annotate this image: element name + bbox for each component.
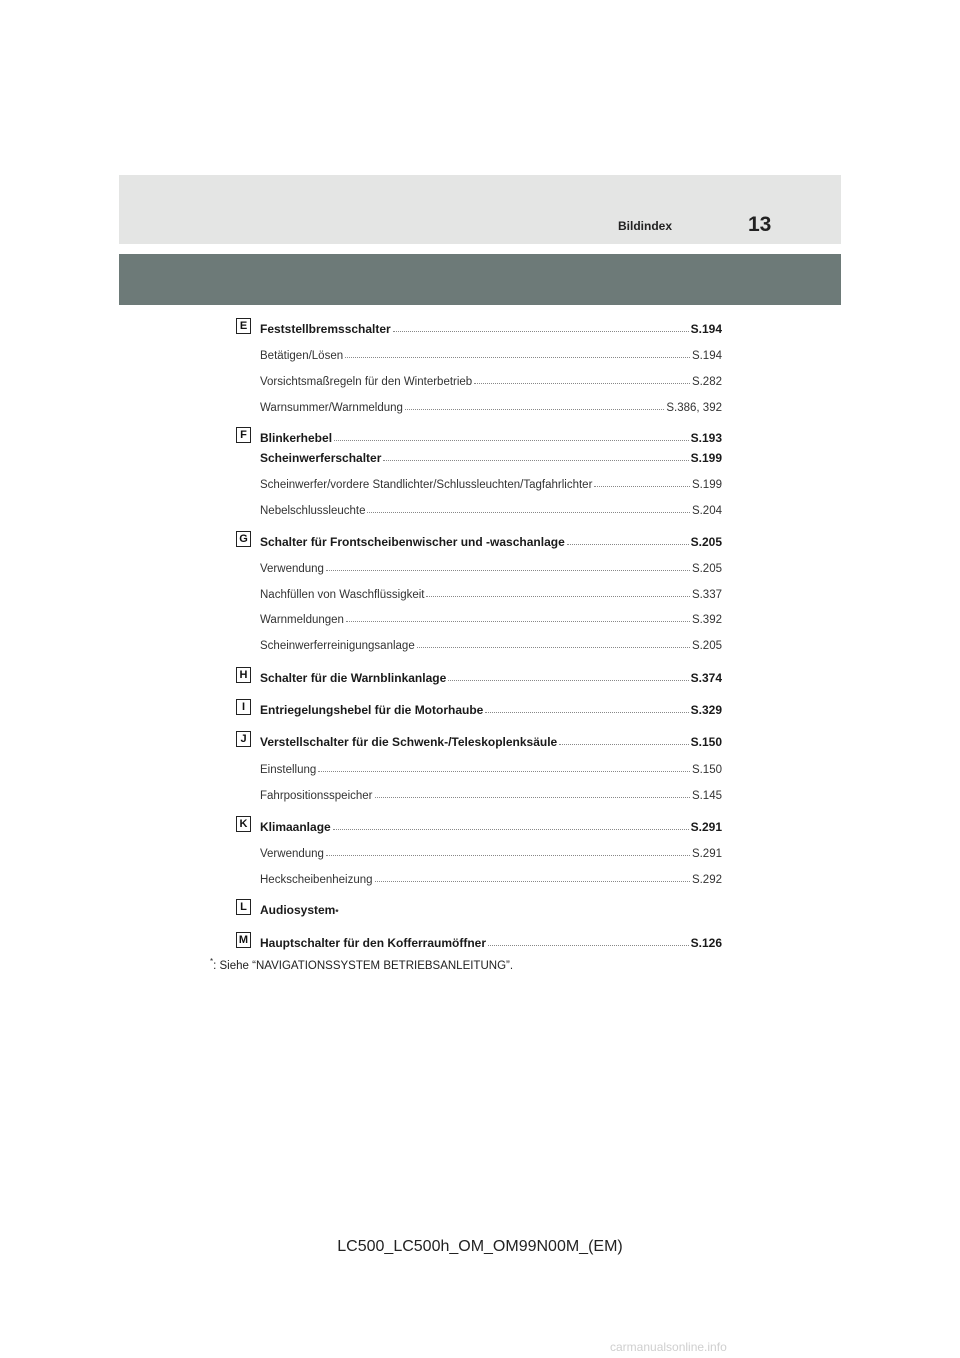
dot-leader	[426, 596, 689, 597]
letter-marker-e: E	[236, 318, 251, 334]
index-entry-audiosystem[interactable]	[260, 897, 722, 917]
entry-label: Warnmeldungen	[260, 614, 344, 626]
index-entry-winterbetrieb[interactable]	[260, 368, 722, 388]
dot-leader	[417, 647, 690, 648]
dot-leader	[345, 357, 690, 358]
dot-leader	[474, 383, 690, 384]
index-entry-scheinwerferschalter[interactable]	[260, 445, 722, 465]
dot-leader	[488, 945, 689, 946]
index-entry-blinkerhebel[interactable]	[260, 425, 722, 445]
index-entry-betaetigen-loesen[interactable]	[260, 342, 722, 362]
dot-leader	[326, 855, 690, 856]
footnote-text: : Siehe “NAVIGATIONSSYSTEM BETRIEBSANLEITUNG”.	[213, 959, 514, 972]
dot-leader	[559, 744, 688, 745]
index-entry-kofferraumoeffner[interactable]	[260, 930, 722, 950]
letter-marker-i: I	[236, 699, 251, 715]
letter-marker-h: H	[236, 667, 251, 683]
section-title: Bildindex	[618, 219, 673, 233]
entry-label: Schalter für die Warnblinkanlage	[260, 671, 447, 685]
footnote	[210, 957, 513, 972]
index-entry-heckscheibenheizung[interactable]	[260, 866, 722, 886]
page-number: 13	[748, 213, 772, 236]
dot-leader	[318, 771, 690, 772]
document-code: LC500_LC500h_OM_OM99N00M_(EM)	[337, 1238, 623, 1255]
page-reference: S.199	[690, 451, 722, 465]
entry-label: Heckscheibenheizung	[260, 874, 373, 886]
page-reference: S.150	[691, 764, 722, 776]
dot-leader	[375, 881, 690, 882]
page-reference: S.205	[690, 535, 722, 549]
page-reference: S.194	[690, 322, 722, 336]
page-reference: S.199	[691, 479, 722, 491]
dot-leader	[334, 440, 689, 441]
dot-leader	[375, 797, 690, 798]
index-entry-klimaanlage[interactable]	[260, 814, 722, 834]
index-entry-waschfluessigkeit[interactable]	[260, 581, 722, 601]
entry-label: Vorsichtsmaßregeln für den Winterbetrieb	[260, 376, 473, 388]
page-reference: S.392	[691, 614, 722, 626]
entry-label: Feststellbremsschalter	[260, 322, 391, 336]
page-reference: S.204	[691, 505, 722, 517]
page-reference: S.194	[691, 350, 722, 362]
letter-marker-m: M	[236, 932, 251, 948]
page-reference: S.291	[690, 820, 722, 834]
entry-label: Verwendung	[260, 848, 324, 860]
entry-label: Einstellung	[260, 764, 317, 776]
entry-label: Nachfüllen von Waschflüssigkeit	[260, 589, 425, 601]
dot-leader	[383, 460, 688, 461]
page-reference: S.126	[690, 936, 722, 950]
watermark: carmanualsonline.info	[610, 1340, 727, 1354]
dot-leader	[405, 409, 664, 410]
entry-label: Blinkerhebel	[260, 431, 333, 445]
footnote-asterisk: *	[210, 957, 214, 966]
letter-marker-j: J	[236, 731, 251, 747]
entry-label: Verstellschalter für die Schwenk-/Teleskoplenksäule	[260, 735, 558, 749]
entry-label: Scheinwerfer/vordere Standlichter/Schlussleuchten/Tagfahrlichter	[260, 479, 593, 491]
index-entry-nebelschlussleuchte[interactable]	[260, 497, 722, 517]
entry-label: Audiosystem	[260, 903, 336, 917]
index-entry-warnsummer[interactable]	[260, 394, 722, 414]
header-band-dark	[119, 254, 841, 305]
page-reference: S.205	[691, 563, 722, 575]
entry-label: Warnsummer/Warnmeldung	[260, 402, 403, 414]
index-entry-verwendung-wischer[interactable]	[260, 555, 722, 575]
index-entry-lenksaeule[interactable]	[260, 729, 722, 749]
index-entry-scheinwerfer-lichter[interactable]	[260, 471, 722, 491]
index-entry-warnmeldungen[interactable]	[260, 606, 722, 626]
dot-leader	[448, 680, 688, 681]
index-entry-warnblinkanlage[interactable]	[260, 665, 722, 685]
dot-leader	[367, 512, 689, 513]
page-reference: S.292	[691, 874, 722, 886]
page-reference: S.193	[690, 431, 722, 445]
letter-marker-g: G	[236, 531, 251, 547]
dot-leader	[594, 486, 690, 487]
letter-marker-l: L	[236, 899, 251, 915]
page-reference: S.374	[690, 671, 722, 685]
page-reference: S.291	[691, 848, 722, 860]
entry-label: Klimaanlage	[260, 820, 331, 834]
index-entry-verwendung-klima[interactable]	[260, 840, 722, 860]
header-band-light	[119, 175, 841, 244]
letter-marker-k: K	[236, 816, 251, 832]
page-reference: S.150	[690, 735, 722, 749]
page-reference: S.386, 392	[666, 402, 722, 414]
entry-label: Scheinwerferschalter	[260, 451, 382, 465]
dot-leader	[333, 829, 689, 830]
page-reference: S.145	[691, 790, 722, 802]
entry-label: Betätigen/Lösen	[260, 350, 344, 362]
entry-label: Schalter für Frontscheibenwischer und -waschanlage	[260, 535, 565, 549]
entry-label: Entriegelungshebel für die Motorhaube	[260, 703, 484, 717]
entry-label: Scheinwerferreinigungsanlage	[260, 640, 415, 652]
dot-leader	[346, 621, 690, 622]
index-entry-scheinwerferreinigungsanlage[interactable]	[260, 632, 722, 652]
entry-label: Fahrpositionsspeicher	[260, 790, 373, 802]
entry-label: Verwendung	[260, 563, 324, 575]
footnote-marker: *	[335, 908, 339, 917]
dot-leader	[485, 712, 688, 713]
index-entry-fahrpositionsspeicher[interactable]	[260, 782, 722, 802]
dot-leader	[567, 544, 689, 545]
dot-leader	[326, 570, 690, 571]
page-reference: S.329	[690, 703, 722, 717]
dot-leader	[393, 331, 689, 332]
page-reference: S.282	[691, 376, 722, 388]
index-entry-feststellbremsschalter[interactable]	[260, 316, 722, 336]
index-entry-einstellung[interactable]	[260, 756, 722, 776]
page-reference: S.337	[691, 589, 722, 601]
index-entry-frontscheibenwischer[interactable]	[260, 529, 722, 549]
entry-label: Nebelschlussleuchte	[260, 505, 366, 517]
page-reference: S.205	[691, 640, 722, 652]
letter-marker-f: F	[236, 427, 251, 443]
entry-label: Hauptschalter für den Kofferraumöffner	[260, 936, 487, 950]
index-entry-motorhaube[interactable]	[260, 697, 722, 717]
